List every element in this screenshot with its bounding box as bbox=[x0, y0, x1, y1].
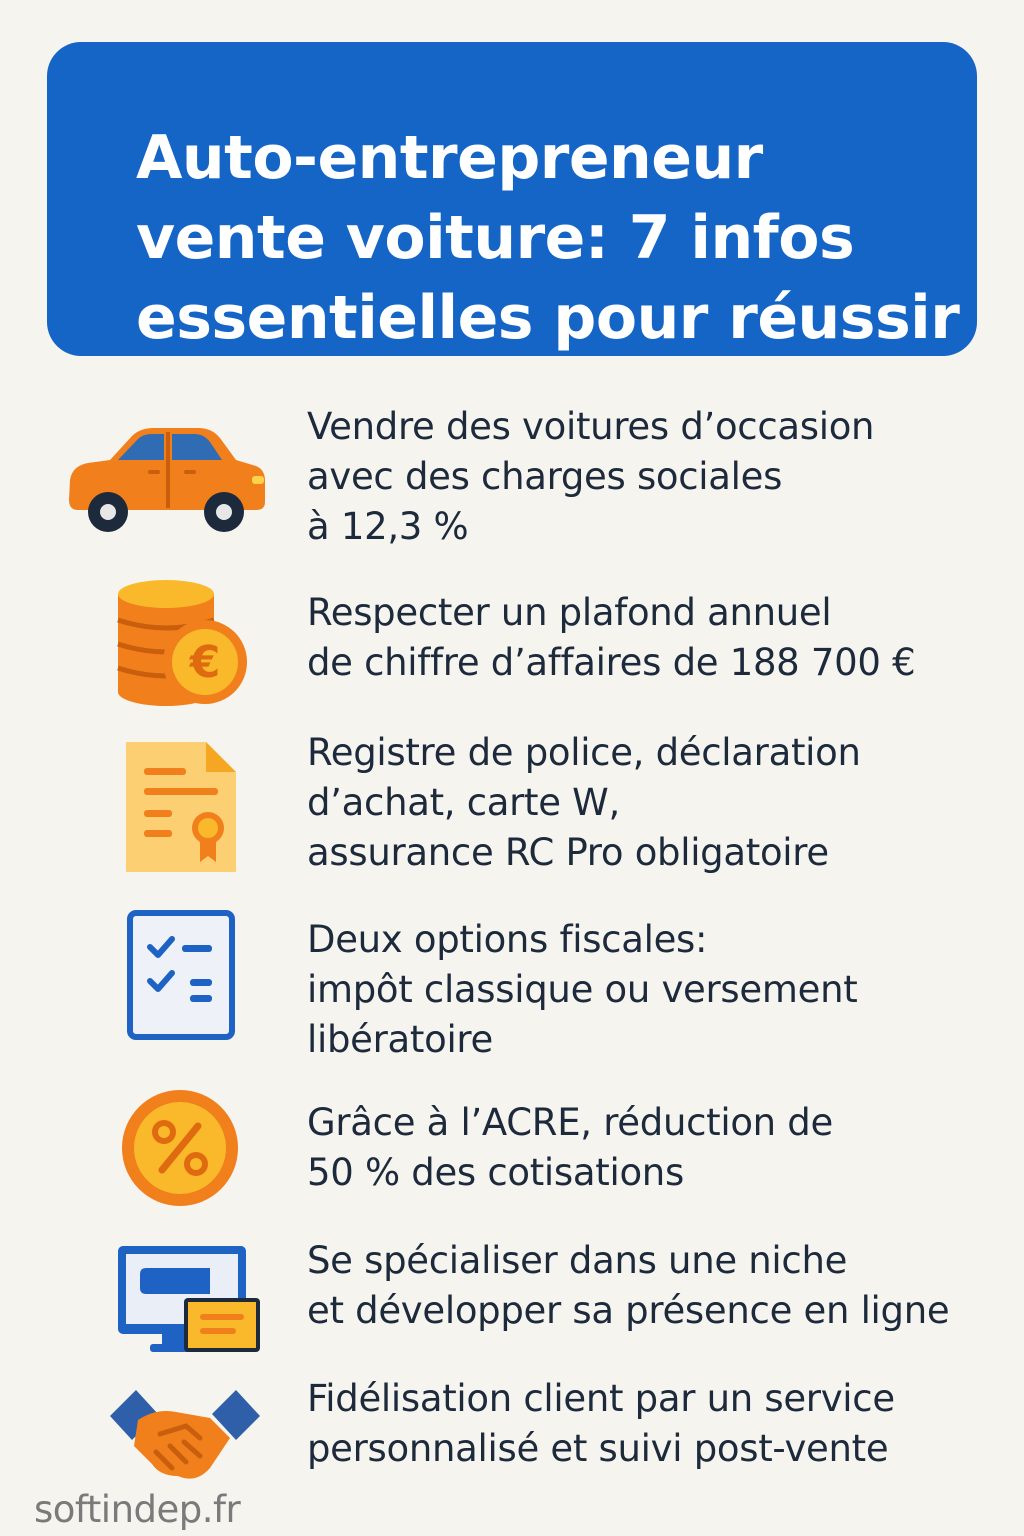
svg-text:€: € bbox=[189, 637, 221, 688]
computer-monitor-icon bbox=[60, 1238, 270, 1378]
info-text-line: assurance RC Pro obligatoire bbox=[307, 831, 829, 874]
checklist-icon bbox=[60, 907, 270, 1047]
info-text-line: et développer sa présence en ligne bbox=[307, 1289, 950, 1332]
info-text-line: Vendre des voitures d’occasion bbox=[307, 405, 875, 448]
info-text-line: Se spécialiser dans une niche bbox=[307, 1239, 848, 1282]
info-text bbox=[307, 1374, 895, 1474]
car-icon bbox=[60, 418, 270, 558]
brand-watermark: softindep.fr bbox=[34, 1488, 241, 1531]
info-text bbox=[307, 588, 915, 688]
info-text-line: personnalisé et suivi post-vente bbox=[307, 1427, 889, 1470]
title-line: Auto-entrepreneur bbox=[136, 123, 763, 193]
info-text bbox=[307, 402, 874, 552]
info-text-line: 50 % des cotisations bbox=[307, 1151, 684, 1194]
info-text-line: avec des charges sociales bbox=[307, 455, 783, 498]
info-text bbox=[307, 915, 857, 1065]
info-text-line: d’achat, carte W, bbox=[307, 781, 620, 824]
info-text-line: de chiffre d’affaires de 188 700 € bbox=[307, 641, 916, 684]
info-text-line: Respecter un plafond annuel bbox=[307, 591, 832, 634]
info-text-line: à 12,3 % bbox=[307, 505, 469, 548]
certificate-document-icon bbox=[60, 738, 270, 878]
info-text bbox=[307, 1236, 949, 1336]
title-line: essentielles pour réussir bbox=[136, 283, 960, 353]
coins-euro-icon bbox=[60, 580, 270, 720]
info-text-line: Fidélisation client par un service bbox=[307, 1377, 895, 1420]
info-text-line: libératoire bbox=[307, 1018, 493, 1061]
info-text bbox=[307, 1098, 833, 1198]
info-text-line: Deux options fiscales: bbox=[307, 918, 708, 961]
info-text-line: impôt classique ou versement bbox=[307, 968, 858, 1011]
title-line: vente voiture: 7 infos bbox=[136, 203, 855, 273]
info-text-line: Grâce à l’ACRE, réduction de bbox=[307, 1101, 833, 1144]
percent-coin-icon bbox=[60, 1082, 270, 1222]
title-banner bbox=[47, 42, 977, 356]
info-text bbox=[307, 728, 861, 878]
info-text-line: Registre de police, déclaration bbox=[307, 731, 861, 774]
